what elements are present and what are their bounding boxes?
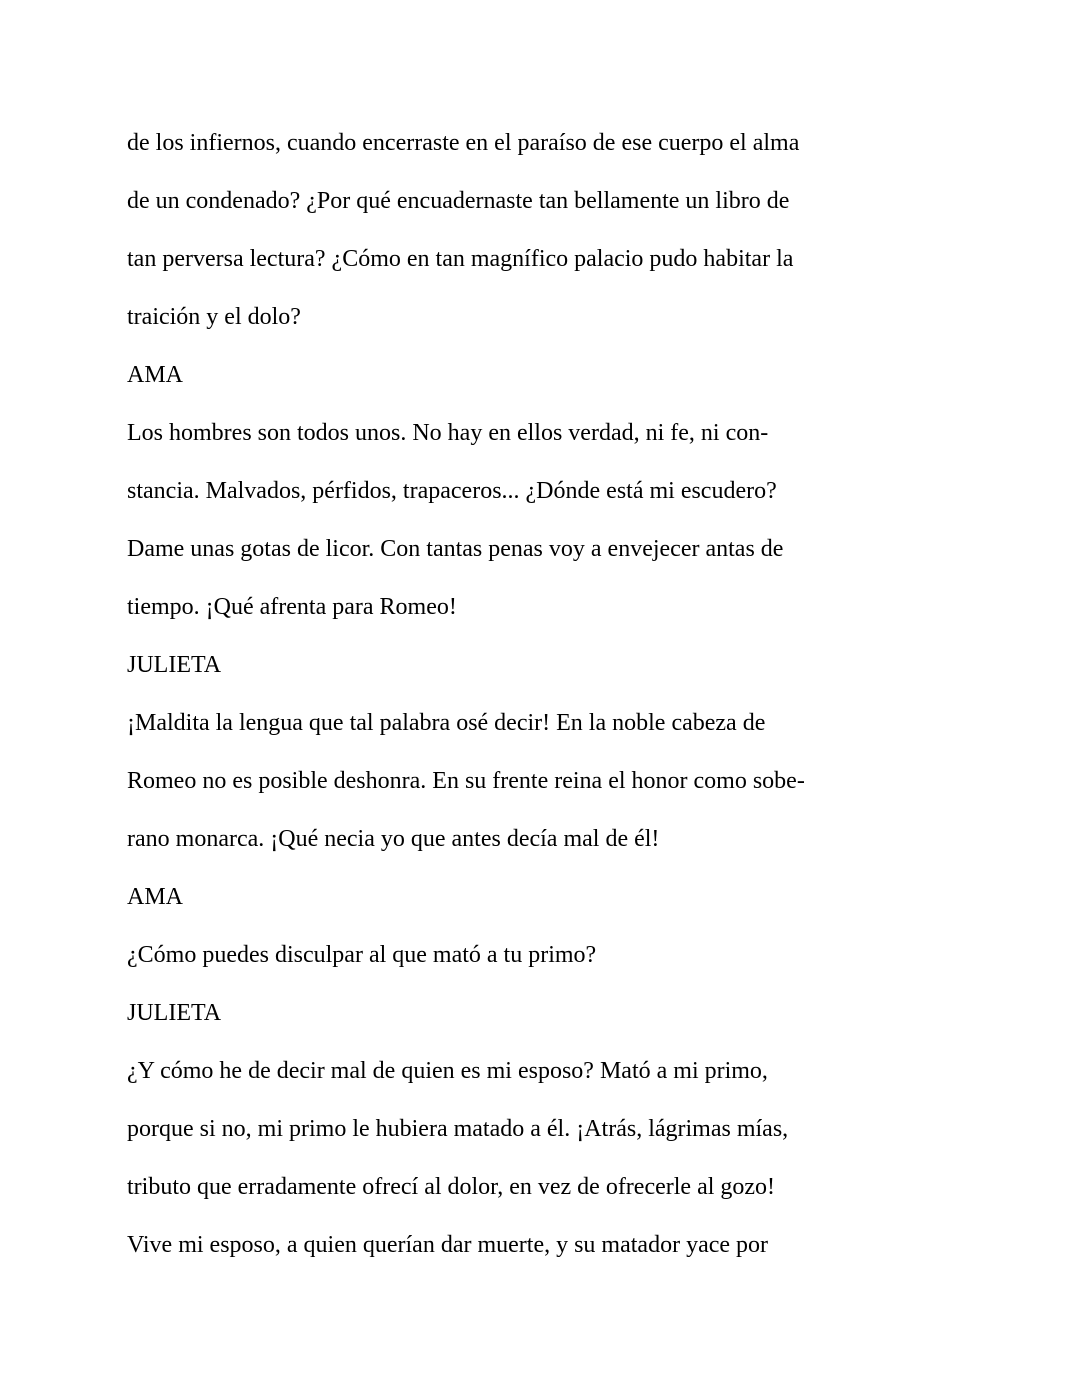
text-line: stancia. Malvados, pérfidos, trapaceros... ¿Dónde está mi escudero? bbox=[127, 478, 777, 504]
text-line: tributo que erradamente ofrecí al dolor, en vez de ofrecerle al gozo! bbox=[127, 1174, 776, 1200]
text-line: traición y el dolo? bbox=[127, 304, 301, 330]
text-line: tan perversa lectura? ¿Cómo en tan magnífico palacio pudo habitar la bbox=[127, 246, 794, 272]
text-line: Romeo no es posible deshonra. En su frente reina el honor como sobe- bbox=[127, 768, 805, 794]
text-line: de un condenado? ¿Por qué encuadernaste tan bellamente un libro de bbox=[127, 188, 790, 214]
text-line: AMA bbox=[127, 362, 184, 388]
document-text-block bbox=[127, 114, 930, 1274]
text-line: rano monarca. ¡Qué necia yo que antes decía mal de él! bbox=[127, 826, 660, 852]
text-line: JULIETA bbox=[127, 652, 222, 678]
text-line: ¿Cómo puedes disculpar al que mató a tu primo? bbox=[127, 942, 597, 968]
text-line: ¿Y cómo he de decir mal de quien es mi esposo? Mató a mi primo, bbox=[127, 1058, 768, 1084]
text-line: de los infiernos, cuando encerraste en el paraíso de ese cuerpo el alma bbox=[127, 130, 800, 156]
text-line: Los hombres son todos unos. No hay en ellos verdad, ni fe, ni con- bbox=[127, 420, 769, 446]
text-line: porque si no, mi primo le hubiera matado a él. ¡Atrás, lágrimas mías, bbox=[127, 1116, 789, 1142]
text-line: Dame unas gotas de licor. Con tantas penas voy a envejecer antas de bbox=[127, 536, 784, 562]
text-line: AMA bbox=[127, 884, 184, 910]
text-line: ¡Maldita la lengua que tal palabra osé decir! En la noble cabeza de bbox=[127, 710, 766, 736]
text-line: Vive mi esposo, a quien querían dar muerte, y su matador yace por bbox=[127, 1232, 769, 1258]
text-line: tiempo. ¡Qué afrenta para Romeo! bbox=[127, 594, 457, 620]
text-line: JULIETA bbox=[127, 1000, 222, 1026]
